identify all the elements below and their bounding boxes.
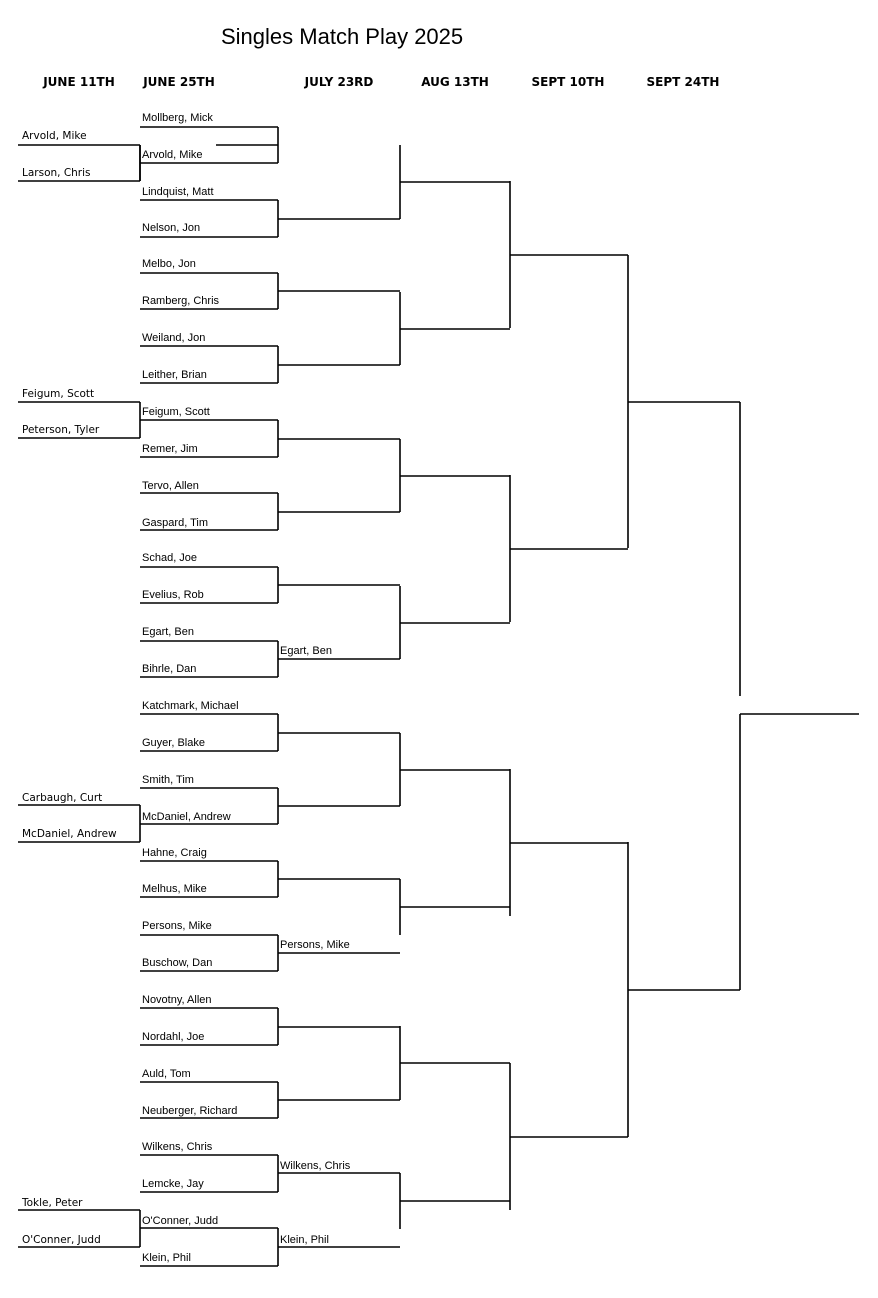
r2-player: Hahne, Craig	[142, 847, 207, 859]
round-header-sept-10: SEPT 10TH	[531, 75, 605, 89]
round-header-june-25: JUNE 25TH	[143, 75, 215, 89]
r2-player: Neuberger, Richard	[142, 1105, 238, 1117]
r2-player: Evelius, Rob	[142, 589, 204, 601]
r2-player: Bihrle, Dan	[142, 663, 197, 675]
round-header-july-23: JULY 23RD	[304, 75, 374, 89]
r2-player: Buschow, Dan	[142, 957, 213, 969]
r1-player: Tokle, Peter	[22, 1197, 83, 1209]
r2-player: Novotny, Allen	[142, 994, 212, 1006]
r2-player: Lemcke, Jay	[142, 1178, 204, 1190]
r2-player: O'Conner, Judd	[142, 1215, 219, 1227]
r2-player: Ramberg, Chris	[142, 295, 220, 307]
r2-player: Egart, Ben	[142, 626, 194, 638]
r3-player: Klein, Phil	[280, 1234, 329, 1246]
r2-player: McDaniel, Andrew	[142, 811, 231, 823]
r2-player: Guyer, Blake	[142, 737, 205, 749]
r2-player: Katchmark, Michael	[142, 700, 239, 712]
r2-player: Wilkens, Chris	[142, 1141, 213, 1153]
round-header-june-11: JUNE 11TH	[43, 75, 115, 89]
r2-player: Gaspard, Tim	[142, 517, 209, 529]
r2-player: Nordahl, Joe	[142, 1031, 205, 1043]
r1-player: Carbaugh, Curt	[22, 792, 103, 804]
r2-player: Mollberg, Mick	[142, 112, 213, 124]
r2-player: Tervo, Allen	[142, 480, 199, 492]
r1-player: Feigum, Scott	[22, 388, 95, 400]
r2-player: Melbo, Jon	[142, 258, 196, 270]
r2-player: Arvold, Mike	[142, 149, 203, 161]
r2-player: Melhus, Mike	[142, 883, 207, 895]
round-header-sept-24: SEPT 24TH	[646, 75, 720, 89]
r3-player: Wilkens, Chris	[280, 1160, 351, 1172]
r1-player: Larson, Chris	[22, 167, 91, 179]
bracket-title: Singles Match Play 2025	[221, 24, 464, 49]
r2-player: Smith, Tim	[142, 774, 194, 786]
r2-player: Klein, Phil	[142, 1252, 191, 1264]
r2-player: Weiland, Jon	[142, 332, 206, 344]
r2-player: Leither, Brian	[142, 369, 207, 381]
r2-player: Feigum, Scott	[142, 406, 210, 418]
r3-player: Egart, Ben	[280, 645, 332, 657]
r2-player: Lindquist, Matt	[142, 186, 214, 198]
r1-player: O'Conner, Judd	[22, 1234, 101, 1246]
r2-player: Auld, Tom	[142, 1068, 191, 1080]
r2-player: Remer, Jim	[142, 443, 198, 455]
r2-player: Persons, Mike	[142, 920, 212, 932]
r2-player: Schad, Joe	[142, 552, 198, 564]
round-header-aug-13: AUG 13TH	[421, 75, 489, 89]
r1-player: Peterson, Tyler	[22, 424, 100, 436]
r1-player: Arvold, Mike	[22, 130, 87, 142]
r3-player: Persons, Mike	[280, 939, 350, 951]
r1-player: McDaniel, Andrew	[22, 828, 117, 840]
r2-player: Nelson, Jon	[142, 222, 201, 234]
